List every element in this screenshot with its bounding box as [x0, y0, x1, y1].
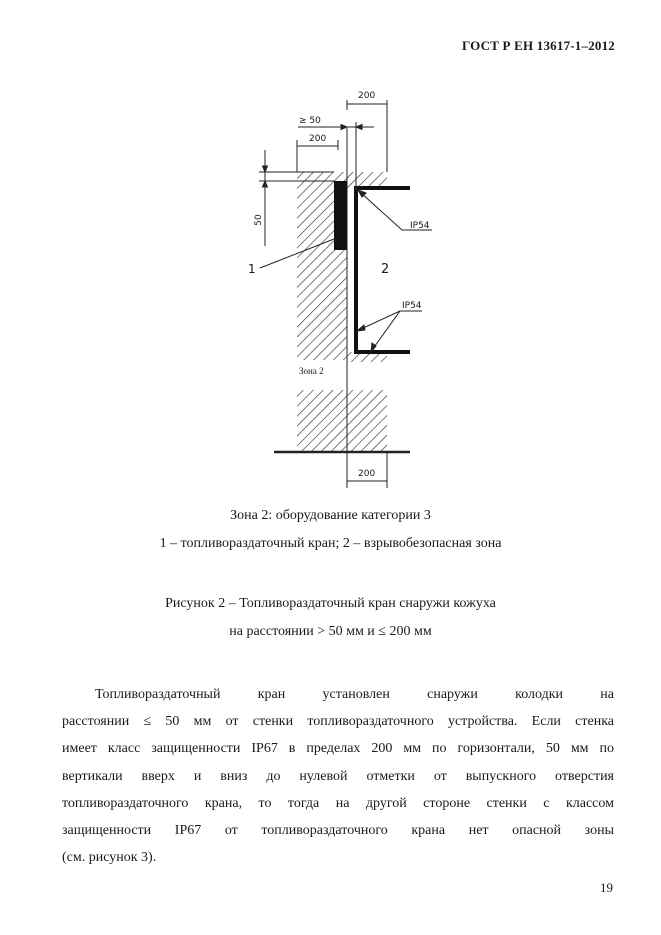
figure-caption-line-1: Рисунок 2 – Топливораздаточный кран снаружи кожуха: [165, 596, 496, 611]
dim-ge50-label: ≥ 50: [299, 116, 321, 126]
ip-bottom-leader: [357, 311, 422, 352]
paragraph-line: Топливораздаточный кран установлен снаружи колодки на: [95, 687, 614, 702]
paragraph-line: имеет класс защищенности IP67 в пределах 200 мм по горизонтали, 50 мм по: [62, 741, 614, 757]
paragraph-line: (см. рисунок 3).: [62, 850, 157, 866]
callout-1-label: 1: [248, 262, 256, 276]
nozzle: [334, 181, 347, 250]
body-paragraph: [62, 681, 614, 871]
dim-vertical-label: 50: [254, 214, 264, 226]
callout-2-label: 2: [381, 262, 390, 277]
legend-line-1: Зона 2: оборудование категории 3: [230, 508, 431, 523]
ip-top-label: IP54: [410, 221, 430, 231]
paragraph-line: расстоянии ≤ 50 мм от стенки топливораздаточного устройства. Если стенка: [62, 714, 614, 730]
figure-caption-line-2: на расстоянии > 50 мм и ≤ 200 мм: [229, 624, 432, 639]
ip-bottom-label: IP54: [402, 301, 422, 311]
dimension-top-right: [347, 100, 387, 172]
paragraph-line: защищенности IP67 от топливораздаточного крана нет опасной зоны: [62, 823, 614, 839]
dim-top-right-label: 200: [358, 91, 376, 101]
paragraph-line: топливораздаточного крана, то тогда на другой стороне стенки с классом: [62, 795, 614, 811]
dim-top-left-label: 200: [309, 134, 327, 144]
dim-bottom-label: 200: [358, 469, 376, 479]
zone-label: Зона 2: [299, 366, 324, 376]
dimension-top-left: [297, 140, 338, 172]
document-header: ГОСТ Р ЕН 13617-1–2012: [462, 38, 615, 53]
paragraph-line: вертикали вверх и вниз до нулевой отметки от выпускного отверстия: [62, 768, 614, 784]
page-number: 19: [600, 880, 613, 895]
legend-line-2: 1 – топливораздаточный кран; 2 – взрывобезопасная зона: [159, 536, 502, 551]
